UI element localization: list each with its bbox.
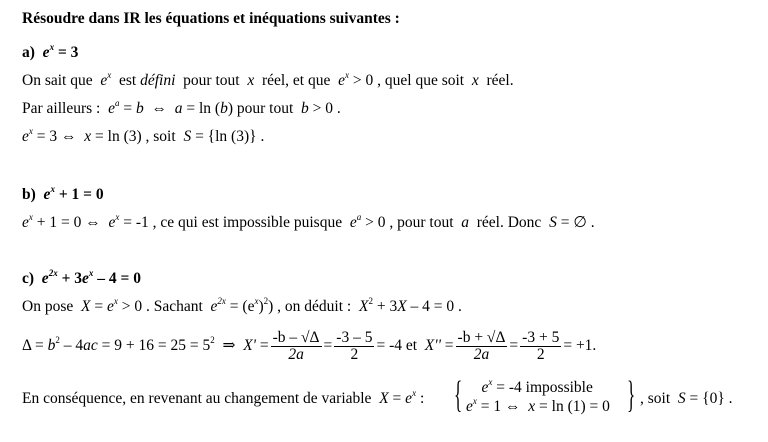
fraction-x1-numeric: $\frac{-3 - 5}{2}$ bbox=[336, 328, 373, 363]
section-a-line3: $e^x = 3$ ⇔ x = ln (3) , soit S = {ln (3)} . bbox=[22, 126, 265, 145]
section-c-line2: $\Delta = b^2 - 4ac = 9 + 16 = 25 = 5^2$ ⇒ X' = $\frac{-b - √\Delta}{2a}$ = $\frac{-3 - 5}{2}$ = -4 et X'' = $\frac{-b + √\Delta}{2a}$ = $\frac{-3 + 5}{2}$ = +1. bbox=[22, 328, 597, 363]
section-a-line2: Par ailleurs : $e^a = b$ ⇔ a = ln (b) pour tout b > 0 . bbox=[22, 98, 341, 117]
fraction-x1-general: $\frac{-b - √\Delta}{2a}$ bbox=[272, 328, 320, 363]
section-a-heading: a) $e^x = 3$ bbox=[22, 42, 79, 61]
section-b-line1: $e^x + 1 = 0$ ⇔ $e^x = -1$ , ce qui est impossible puisque $e^a > 0$ , pour tout a réel. Donc S = ∅ . bbox=[22, 212, 595, 231]
left-brace: { bbox=[454, 374, 463, 416]
section-c-conclusion: , soit S = {0} . bbox=[640, 390, 733, 407]
section-c-heading: c) $e^{2x} + 3e^x - 4 = 0$ bbox=[22, 268, 142, 287]
right-brace: } bbox=[627, 374, 636, 416]
fraction-x2-general: $\frac{-b + √\Delta}{2a}$ bbox=[457, 328, 506, 363]
section-c-line3: En conséquence, en revenant au changement de variable $X = e^x$ : bbox=[22, 388, 425, 407]
equation-system: $e^x = -4$ impossible $e^x = 1$ ⇔ x = ln (1) = 0 bbox=[466, 377, 610, 415]
section-a-line1: On sait que $e^x$ est défini pour tout x réel, et que $e^x > 0$ , quel que soit x réel. bbox=[22, 70, 514, 89]
page-title: Résoudre dans IR les équations et inéquations suivantes : bbox=[22, 10, 400, 27]
fraction-x2-numeric: $\frac{-3 + 5}{2}$ bbox=[522, 328, 560, 363]
section-b-heading: b) $e^x + 1 = 0$ bbox=[22, 184, 104, 203]
section-c-line1: On pose $X = e^x > 0$ . Sachant $e^{2x} = (e^x)^2$) , on déduit : $X^2 + 3X - 4 = 0$ . bbox=[22, 296, 462, 315]
